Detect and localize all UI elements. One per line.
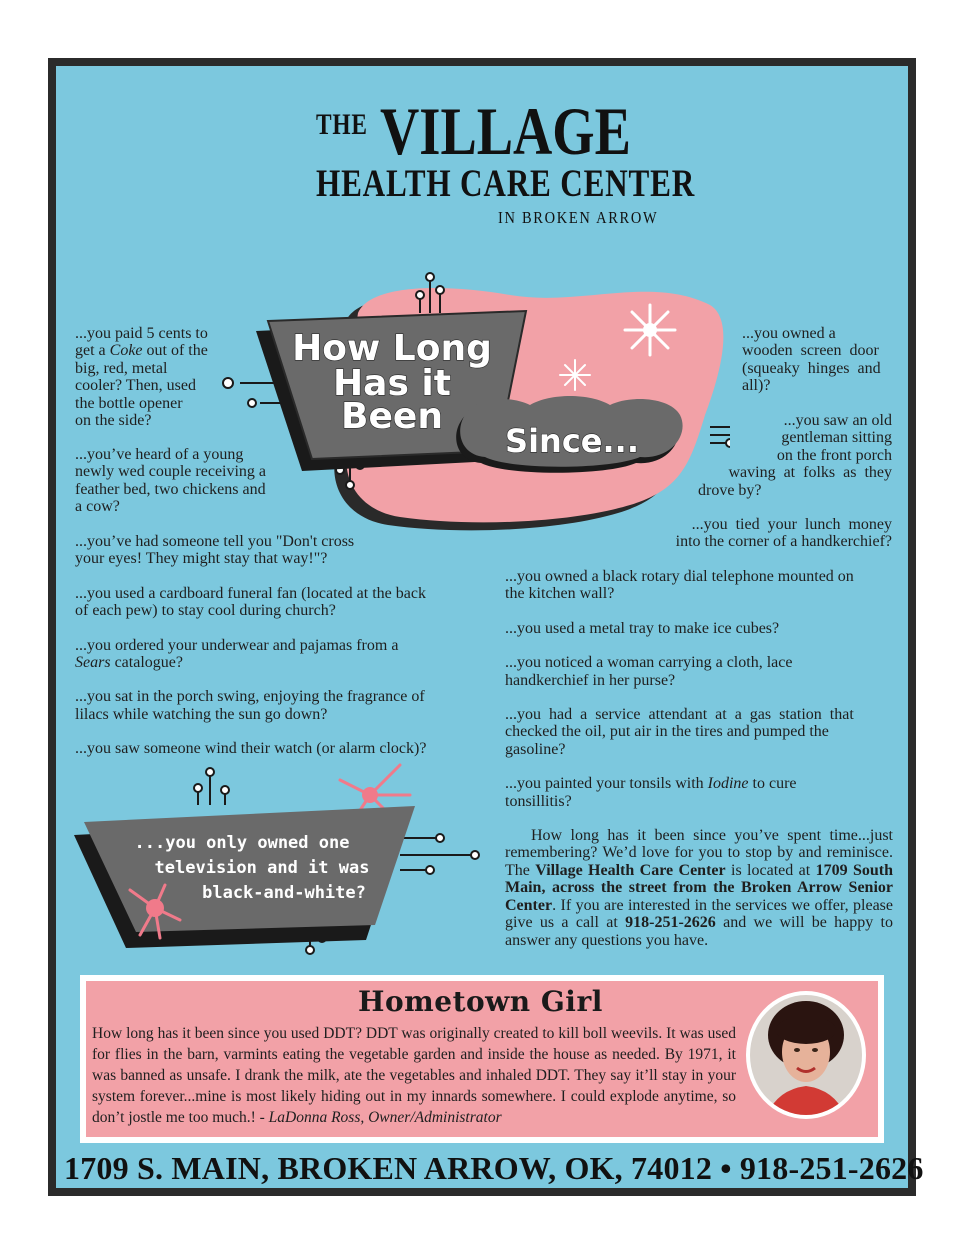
small-sparkle-icon xyxy=(560,360,590,390)
sign-line-1: How Long xyxy=(292,328,492,369)
sign-since: Since... xyxy=(505,422,639,460)
right-lower-column: ...you owned a black rotary dial telephone mounted on the kitchen wall? ...you used a metal tray to make ice cubes? ...you noticed a woman carrying a cloth, lace handkerchief in her purse? ...you had a service attendant at a gas station that checked the oil, put air in the tires and pumped the gasoline? ...you painted your tonsils with Iodine to cure tonsillitis? How long has it been since you’ve spent time...just remembering? We’d love for you to stop by and reminisce. The Village Health Care Center is located at 1709 South Main, across the street from the Broken Arrow Senior Center. If you are interested in the services we offer, please give us a call at 918-251-2626 and we will be happy to answer any questions you have. xyxy=(505,568,894,949)
hometown-signature: - LaDonna Ross, Owner/Administrator xyxy=(259,1109,502,1126)
left-lower-column: ...you’ve had someone tell you "Don't cross your eyes! They might stay that way!"? ...you used a cardboard funeral fan (located at the back of each pew) to stay cool during church? ...you ordered your underwear and pajamas from a Sears catalogue? ...you sat in the porch swing, enjoying the fragrance of lilacs while watching the sun go down? ...you saw someone wind their watch (or alarm clock)? xyxy=(75,533,427,758)
right-para-2: ...you saw an old gentleman sitting on the front porch waving at folks as they drove by? xyxy=(698,412,892,499)
right-para-3: ...you tied your lunch money into the corner of a handkerchief? xyxy=(675,516,892,551)
tv-sign-line-1: ...you only owned one xyxy=(134,833,350,853)
portrait-photo xyxy=(745,990,867,1120)
title-the: THE xyxy=(316,108,368,141)
tv-sign-line-3: black-and-white? xyxy=(202,883,366,903)
title-village: VILLAGE xyxy=(380,93,631,169)
sign-line-2: Has it xyxy=(333,363,451,404)
footer-address: 1709 S. MAIN, BROKEN ARROW, OK, 74012 • 918-251-2626 xyxy=(64,1150,924,1186)
hometown-title: Hometown Girl xyxy=(358,985,603,1018)
left-para-1: ...you paid 5 cents to get a Coke out of the big, red, metal cooler? Then, used the bottle opener on the side? xyxy=(75,325,208,430)
left-para-2: ...you’ve heard of a young newly wed couple receiving a feather bed, two chickens and a cow? xyxy=(75,446,267,516)
tv-sign-line-2: television and it was xyxy=(154,858,370,878)
right-para-1: ...you owned a wooden screen door (squeaky hinges and all)? xyxy=(742,325,881,395)
title-in-broken-arrow: IN BROKEN ARROW xyxy=(498,208,659,227)
closing-paragraph: How long has it been since you’ve spent time...just remembering? We’d love for you to stop by and reminisce. The Village Health Care Center is located at 1709 South Main, across the street from the Broken Arrow Senior Center. If you are interested in the services we offer, please give us a call at 918-251-2626 and we will be happy to answer any questions you have. xyxy=(505,827,894,949)
title-health-care-center: HEALTH CARE CENTER xyxy=(316,162,696,205)
hometown-body: How long has it been since you used DDT? DDT was originally created to kill boll weevils. It was used for flies in the barn, varmints eating the vegetable garden and inside the house as needed. By 1971, it was banned as unsafe. I drank the milk, ate the vegetables and inhaled DDT. They say it’ll stay in your system forever...mine is most likely hiding out in my innards somewhere. I could explode anytime, so don’t jostle me too much.! - LaDonna Ross, Owner/Administrator xyxy=(92,1025,736,1126)
sign-line-3: Been xyxy=(341,396,443,437)
tv-sign-graphic xyxy=(70,760,490,960)
